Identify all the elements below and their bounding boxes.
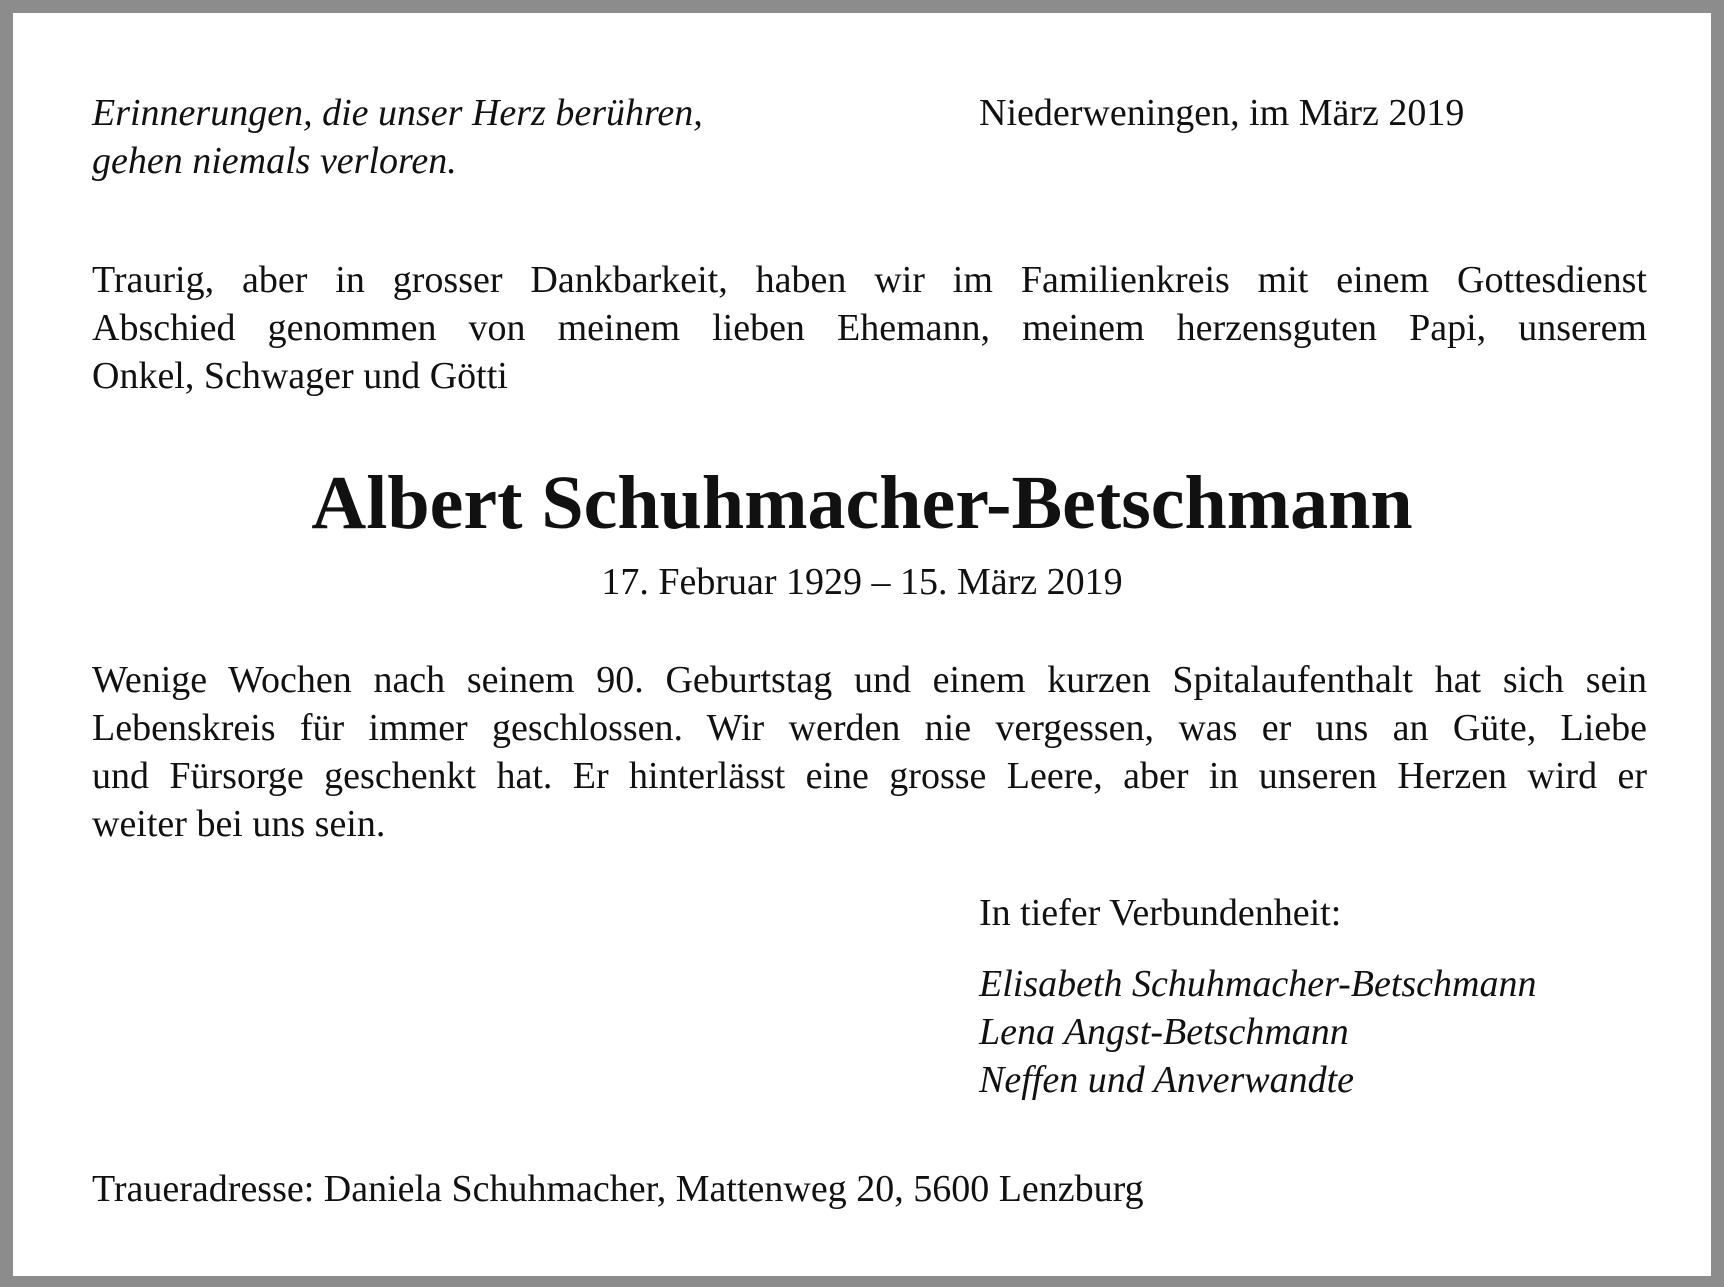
signers-list	[979, 960, 1537, 1104]
body-line: Lebenskreis für immer geschlossen. Wir werden nie vergessen, was er uns an Güte, Liebe	[92, 707, 1647, 749]
closing-phrase: In tiefer Verbundenheit:	[979, 892, 1342, 934]
life-dates: 17. Februar 1929 – 15. März 2019	[601, 561, 1123, 603]
signer-name: Neffen und Anverwandte	[979, 1059, 1355, 1101]
body-line: weiter bei uns sein.	[92, 803, 386, 845]
intro-line: Traurig, aber in grosser Dankbarkeit, haben wir im Familienkreis mit einem Gottesdienst	[92, 259, 1647, 301]
signer-name: Lena Angst-Betschmann	[979, 1011, 1349, 1053]
intro-line: Onkel, Schwager und Götti	[92, 355, 508, 397]
intro-line: Abschied genommen von meinem lieben Ehemann, meinem herzensguten Papi, unserem	[92, 307, 1647, 349]
motto-line: Erinnerungen, die unser Herz berühren,	[92, 92, 703, 134]
intro-paragraph	[92, 256, 1647, 400]
body-line: und Fürsorge geschenkt hat. Er hinterlässt eine grosse Leere, aber in unseren Herzen wird er	[92, 755, 1647, 797]
body-line: Wenige Wochen nach seinem 90. Geburtstag und einem kurzen Spitalaufenthalt hat sich sein	[92, 659, 1647, 701]
motto-line: gehen niemals verloren.	[92, 140, 457, 182]
deceased-name: Albert Schuhmacher-Betschmann	[311, 461, 1413, 545]
motto-quote	[92, 89, 703, 185]
body-paragraph	[92, 656, 1647, 848]
signer-name: Elisabeth Schuhmacher-Betschmann	[979, 963, 1537, 1005]
obituary-page	[13, 13, 1711, 1276]
place-date: Niederweningen, im März 2019	[979, 92, 1465, 134]
mourning-address: Traueradresse: Daniela Schuhmacher, Mattenweg 20, 5600 Lenzburg	[92, 1168, 1144, 1210]
